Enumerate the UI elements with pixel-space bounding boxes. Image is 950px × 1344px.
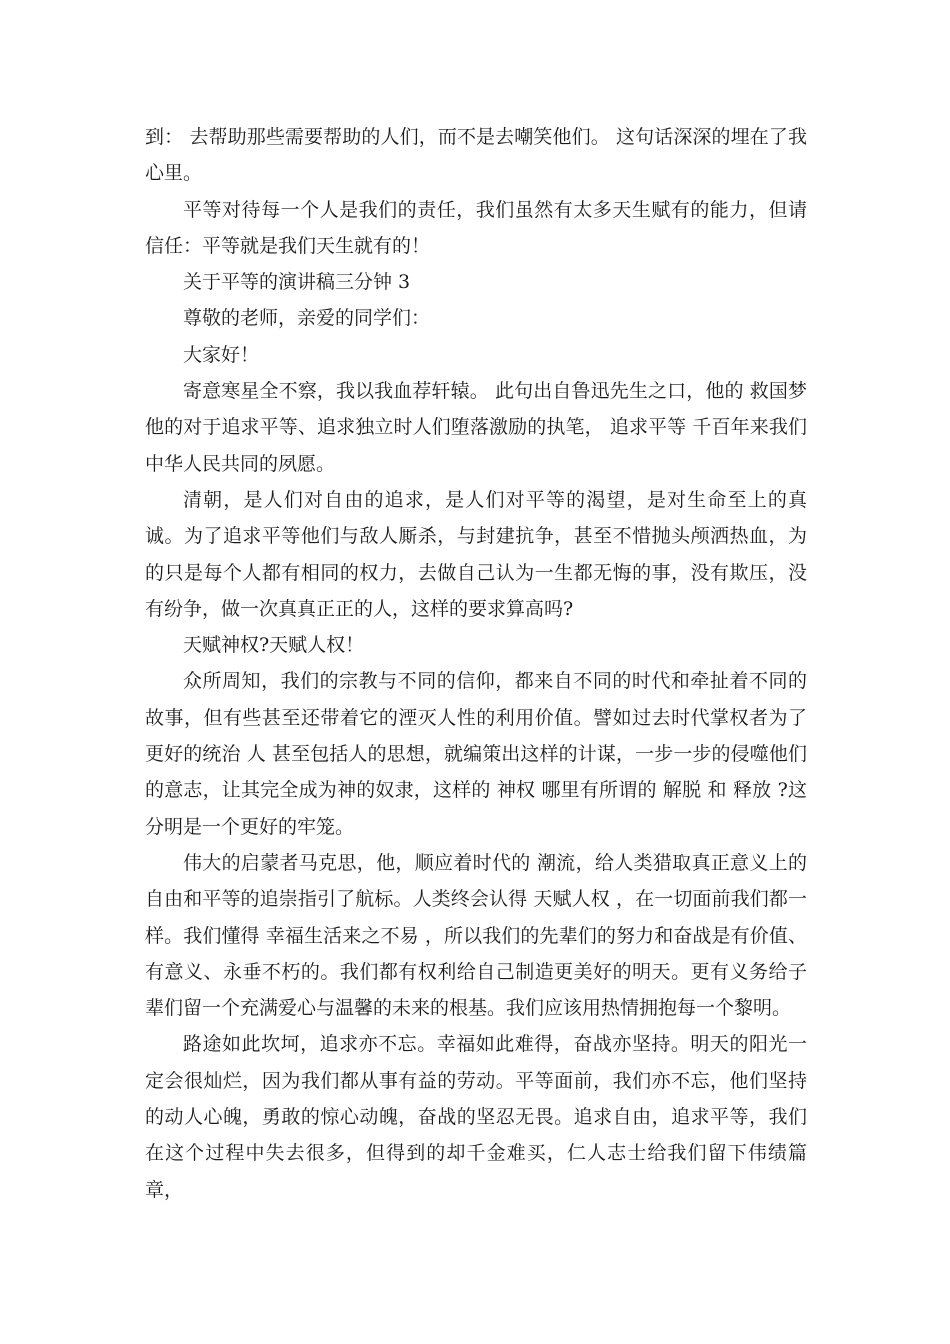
paragraph-1: 到： 去帮助那些需要帮助的人们，而不是去嘲笑他们。 这句话深深的埋在了我心里。 <box>145 126 807 185</box>
paragraph-8: 天赋神权?天赋人权！ <box>183 634 365 657</box>
section-heading: 关于平等的演讲稿三分钟 3 <box>183 271 411 294</box>
salutation: 尊敬的老师，亲爱的同学们： <box>183 307 431 330</box>
document-body <box>145 119 807 1208</box>
greeting: 大家好！ <box>183 343 260 366</box>
paragraph-6: 寄意寒星全不察，我以我血荐轩辕。 此句出自鲁迅先生之口，他的 救国梦 他的对于追求平等、追求独立时人们堕落激励的执笔， 追求平等 千百年来我们中华人民共同的夙愿。 <box>145 380 807 475</box>
paragraph-11: 路途如此坎坷，追求亦不忘。幸福如此难得，奋战亦坚持。明天的阳光一定会很灿烂，因为我们都从事有益的劳动。平等面前，我们亦不忘，他们坚持的动人心魄，勇敢的惊心动魄，奋战的坚忍无畏。追求自由，追求平等，我们在这个过程中失去很多，但得到的却千金难买，仁人志士给我们留下伟绩篇章， <box>145 1033 807 1201</box>
paragraph-7: 清朝，是人们对自由的追求，是人们对平等的渴望，是对生命至上的真诚。为了追求平等他们与敌人厮杀，与封建抗争，甚至不惜抛头颅洒热血，为的只是每个人都有相同的权力，去做自己认为一生都无悔的事，没有欺压，没有纷争，做一次真真正正的人，这样的要求算高吗? <box>145 488 807 620</box>
paragraph-9: 众所周知，我们的宗教与不同的信仰，都来自不同的时代和牵扯着不同的故事，但有些甚至还带着它的湮灭人性的利用价值。譬如过去时代掌权者为了更好的统治 人 甚至包括人的思想，就编策出这样的计谋，一步一步的侵噬他们的意志，让其完全成为神的奴隶，这样的 神权 哪里有所谓的 解脱 和 释放 ?这分明是一个更好的牢笼。 <box>145 670 807 838</box>
paragraph-2: 平等对待每一个人是我们的责任，我们虽然有太多天生赋有的能力，但请信任：平等就是我们天生就有的！ <box>145 198 807 257</box>
paragraph-10: 伟大的启蒙者马克思，他，顺应着时代的 潮流，给人类猎取真正意义上的自由和平等的追崇指引了航标。人类终会认得 天赋人权 ，在一切面前我们都一样。我们懂得 幸福生活来之不易 ，所以我们的先辈们的努力和奋战是有价值、有意义、永垂不朽的。我们都有权利给自己制造更美好的明天。更有义务给子辈们留一个充满爱心与温馨的未来的根基。我们应该用热情拥抱每一个黎明。 <box>145 851 807 1020</box>
